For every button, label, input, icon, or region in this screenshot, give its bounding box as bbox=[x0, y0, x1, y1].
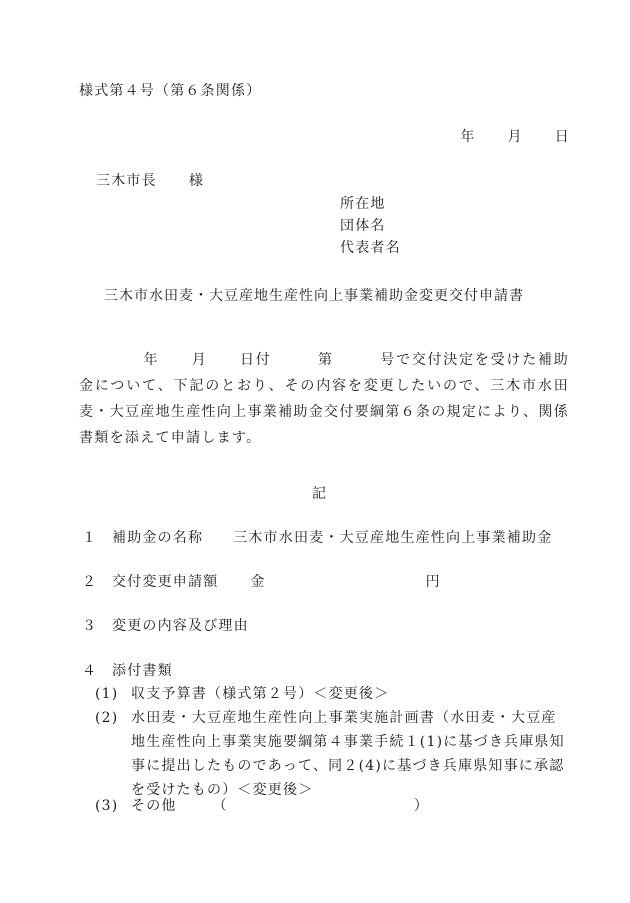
attachment-3-text: その他 bbox=[131, 798, 177, 814]
attachment-2-number: (2) bbox=[95, 710, 119, 726]
date-year: 年 bbox=[460, 129, 476, 145]
attachment-1-number: (1) bbox=[95, 686, 119, 702]
body-month: 月 bbox=[191, 352, 208, 368]
attachment-2-text-line1: 水田麦・大豆産地生産性向上事業実施計画書（水田麦・大豆産 bbox=[131, 710, 557, 726]
attachment-1 bbox=[95, 682, 570, 706]
attachment-2-continuation: 地生産性向上事業実施要綱第４事業手続１(1)に基づき兵庫県知事に提出したものであって、同２(4)に基づき兵庫県知事に承認を受けたもの）＜変更後＞ bbox=[131, 734, 565, 798]
item-2-label: 交付変更申請額 bbox=[112, 574, 219, 590]
attachment-3-number: (3) bbox=[95, 798, 119, 814]
item-2-kin: 金 bbox=[250, 574, 266, 590]
attachment-3-close-paren: ） bbox=[413, 798, 430, 814]
item-2-number: ２ bbox=[82, 574, 98, 590]
date-day: 日 bbox=[554, 129, 570, 145]
item-4 bbox=[82, 660, 173, 680]
body-day: 日付 bbox=[239, 352, 272, 368]
representative-label: 代表者名 bbox=[340, 240, 401, 256]
item-1 bbox=[82, 527, 552, 547]
item-3 bbox=[82, 615, 249, 635]
addressee-name: 三木市長 bbox=[96, 173, 157, 189]
form-number: 様式第４号（第６条関係） bbox=[79, 83, 262, 99]
body-rest: 号で交付決定を受けた補助金について、下記のとおり、その内容を変更したいので、三木市水田麦・大豆産地生産性向上事業補助金交付要綱第６条の規定により、関係書類を添えて申請します。 bbox=[79, 352, 569, 446]
body-year: 年 bbox=[143, 352, 160, 368]
attachment-3 bbox=[95, 794, 570, 818]
item-2 bbox=[82, 571, 441, 591]
attachment-3-open-paren: （ bbox=[212, 798, 228, 814]
address-label: 所在地 bbox=[340, 196, 386, 212]
organization-label: 団体名 bbox=[340, 218, 386, 234]
item-4-label: 添付書類 bbox=[112, 663, 173, 679]
item-1-value: 三木市水田麦・大豆産地生産性向上事業補助金 bbox=[233, 530, 553, 546]
item-2-yen: 円 bbox=[425, 574, 441, 590]
item-1-label: 補助金の名称 bbox=[112, 530, 204, 546]
item-4-number: ４ bbox=[82, 663, 98, 679]
item-3-number: ３ bbox=[82, 618, 98, 634]
item-1-number: １ bbox=[82, 530, 98, 546]
item-3-label: 変更の内容及び理由 bbox=[112, 618, 249, 634]
date-line bbox=[460, 126, 570, 146]
body-paragraph bbox=[79, 347, 569, 451]
applicant-block bbox=[340, 193, 401, 259]
addressee-honorific: 様 bbox=[188, 173, 205, 189]
ki-heading: 記 bbox=[312, 486, 328, 502]
addressee bbox=[96, 170, 204, 190]
body-dai: 第 bbox=[317, 352, 334, 368]
attachment-2 bbox=[95, 706, 570, 730]
attachment-1-text: 収支予算書（様式第２号）＜変更後＞ bbox=[131, 686, 390, 702]
date-month: 月 bbox=[507, 129, 523, 145]
document-title: 三木市水田麦・大豆産地生産性向上事業補助金変更交付申請書 bbox=[104, 288, 524, 304]
